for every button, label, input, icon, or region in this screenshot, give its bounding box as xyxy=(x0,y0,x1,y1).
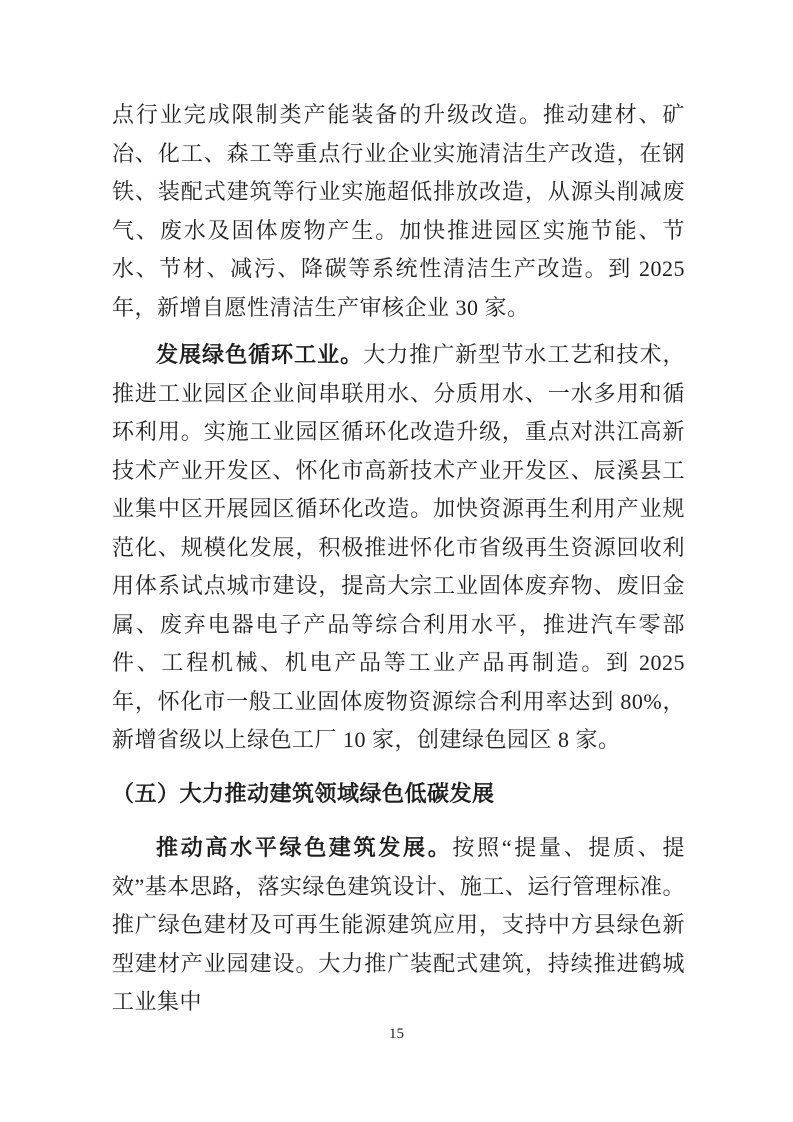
paragraph-green-circular-industry xyxy=(112,336,685,760)
document-content xyxy=(112,96,685,1031)
section-heading: （五）大力推动建筑领域绿色低碳发展 xyxy=(112,780,495,806)
paragraph-green-building xyxy=(112,829,685,1022)
paragraph-lead-bold: 发展绿色循环工业。 xyxy=(156,342,364,367)
page-number: 15 xyxy=(389,1026,404,1042)
paragraph-text: 按照“提量、提质、提效”基本思路，落实绿色建筑设计、施工、运行管理标准。推广绿色建材及可再生能源建筑应用，支持中方县绿色新型建材产业园建设。大力推广装配式建筑，持续推进鹤城工业集中 xyxy=(112,835,685,1014)
paragraph-text: 大力推广新型节水工艺和技术，推进工业园区企业间串联用水、分质用水、一水多用和循环利用。实施工业园区循环化改造升级，重点对洪江高新技术产业开发区、怀化市高新技术产业开发区、辰溪县工业集中区开展园区循环化改造。加快资源再生利用产业规范化、规模化发展，积极推进怀化市省级再生资源回收利用体系试点城市建设，提高大宗工业固体废弃物、废旧金属、废弃电器电子产品等综合利用水平，推进汽车零部件、工程机械、机电产品等工业产品再制造。到 2025 年，怀化市一般工业固体废物资源综合利用率达到 80%，新增省级以上绿色工厂 10 家，创建绿色园区 8 家。 xyxy=(112,342,685,752)
paragraph-lead-bold: 推动高水平绿色建筑发展。 xyxy=(156,835,453,860)
paragraph-continuation xyxy=(112,96,685,327)
paragraph-text: 点行业完成限制类产能装备的升级改造。推动建材、矿冶、化工、森工等重点行业企业实施清洁生产改造，在钢铁、装配式建筑等行业实施超低排放改造，从源头削减废气、废水及固体废物产生。加快推进园区实施节能、节水、节材、减污、降碳等系统性清洁生产改造。到 2025 年，新增自愿性清洁生产审核企业 30 家。 xyxy=(112,102,685,320)
